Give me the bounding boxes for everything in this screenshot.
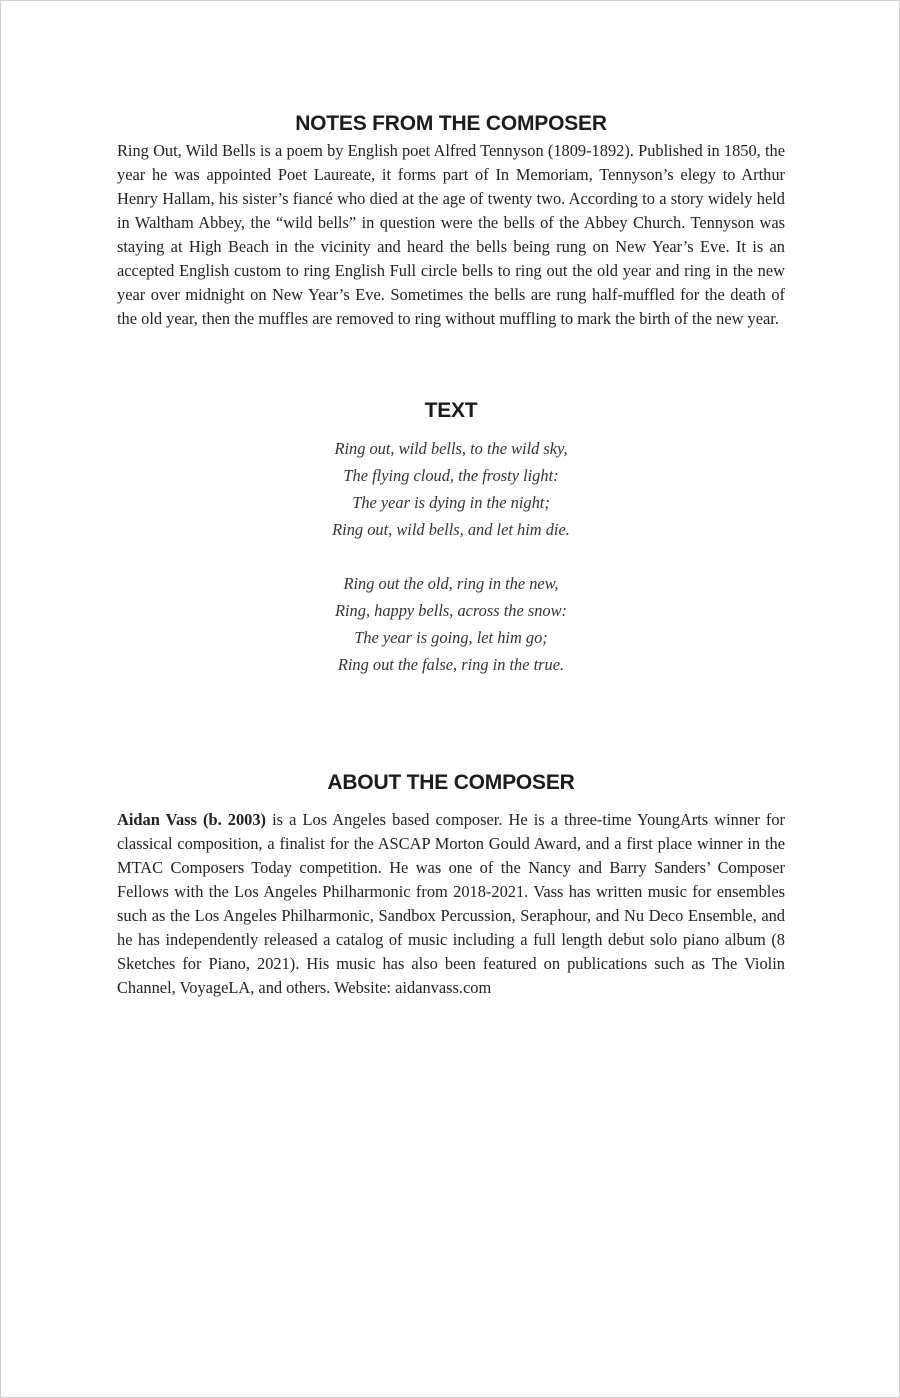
- poem-line: Ring, happy bells, across the snow:: [334, 601, 568, 620]
- about-paragraph: [117, 808, 785, 1000]
- about-heading: ABOUT THE COMPOSER: [327, 771, 575, 794]
- poem-line: Ring out the false, ring in the true.: [337, 655, 565, 674]
- poem-line: The year is going, let him go;: [354, 628, 548, 647]
- text-heading: TEXT: [424, 399, 478, 422]
- poem-line: Ring out the old, ring in the new,: [343, 574, 559, 593]
- poem-line: Ring out, wild bells, to the wild sky,: [334, 439, 568, 458]
- poem-stanza-1: [1, 435, 900, 543]
- poem-line: The year is dying in the night;: [352, 493, 550, 512]
- poem-line: The flying cloud, the frosty light:: [343, 466, 559, 485]
- notes-paragraph: Ring Out, Wild Bells is a poem by English poet Alfred Tennyson (1809-1892). Published in 1850, the year he was appointed Poet Laureate, it forms part of In Memoriam, Tennyson’s elegy to Arthur Henry Hallam, his sister’s fiancé who died at the age of twenty two. According to a story widely held in Waltham Abbey, the “wild bells” in question were the bells of the Abbey Church. Tennyson was staying at High Beach in the vicinity and heard the bells being rung on New Year’s Eve. It is an accepted English custom to ring English Full circle bells to ring out the old year and ring in the new year over midnight on New Year’s Eve. Sometimes the bells are rung half-muffled for the death of the old year, then the muffles are removed to ring without muffling to mark the birth of the new year.: [117, 141, 785, 328]
- poem-stanza-2: [1, 570, 900, 678]
- poem-text: [1, 435, 900, 678]
- composer-name: Aidan Vass (b. 2003): [117, 810, 267, 829]
- notes-heading: NOTES FROM THE COMPOSER: [295, 112, 607, 135]
- poem-line: Ring out, wild bells, and let him die.: [332, 520, 570, 539]
- about-body: is a Los Angeles based composer. He is a three-time YoungArts winner for classical composition, a finalist for the ASCAP Morton Gould Award, and a first place winner in the MTAC Composers Today competition. He was one of the Nancy and Barry Sanders’ Composer Fellows with the Los Angeles Philharmonic from 2018-2021. Vass has written music for ensembles such as the Los Angeles Philharmonic, Sandbox Percussion, Seraphour, and Nu Deco Ensemble, and he has independently released a catalog of music including a full length debut solo piano album (8 Sketches for Piano, 2021). His music has also been featured on publications such as The Violin Channel, VoyageLA, and others. Website: aidanvass.com: [117, 810, 785, 997]
